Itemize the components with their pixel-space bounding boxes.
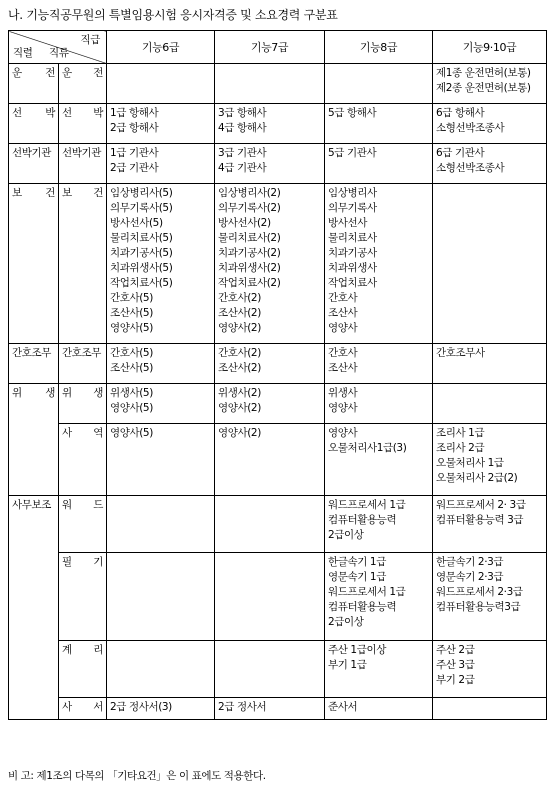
grade-cell-3 [325, 184, 433, 344]
qualification-item: 영양사(2) [218, 402, 261, 414]
qualification-item: 임상병리사(5) [110, 187, 173, 199]
qualification-item: 치과기공사(2) [218, 247, 281, 259]
grade-cell-2 [215, 641, 325, 698]
grade-cell-2 [215, 553, 325, 641]
grade-cell-2 [215, 144, 325, 184]
qualification-item: 6급 항해사 [436, 107, 485, 119]
table-row [9, 384, 547, 424]
grade-cell-3 [325, 496, 433, 553]
qualification-item: 조산사(5) [110, 307, 153, 319]
qualification-item: 영양사 [328, 402, 358, 414]
duty-cell: 선 박 [59, 104, 107, 144]
grade-cell-4 [433, 104, 547, 144]
page-title: 나. 기능직공무원의 특별임용시험 응시자격증 및 소요경력 구분표 [8, 8, 338, 22]
qualification-item: 3급 기관사 [218, 147, 267, 159]
column-header-grade6: 기능6급 [107, 31, 215, 64]
grade-cell-3 [325, 698, 433, 720]
qualification-item: 4급 항해사 [218, 122, 267, 134]
qualification-item: 컴퓨터활용능력 3급 [436, 514, 524, 526]
grade-cell-1 [107, 641, 215, 698]
qualification-item: 영양사(5) [110, 322, 153, 334]
qualification-item: 간호사(5) [110, 347, 153, 359]
grade-cell-3 [325, 641, 433, 698]
grade-cell-3 [325, 384, 433, 424]
qualification-item: 조산사(2) [218, 362, 261, 374]
table-row [9, 184, 547, 344]
qualification-item: 제2종 운전면허(보통) [436, 82, 531, 94]
grade-cell-2 [215, 698, 325, 720]
table-row [9, 104, 547, 144]
duty-cell: 간호조무 [59, 344, 107, 384]
grade-cell-1 [107, 64, 215, 104]
qualification-item: 조산사(5) [110, 362, 153, 374]
grade-cell-2 [215, 496, 325, 553]
qualification-item: 오물처리사 1급 [436, 457, 504, 469]
qualification-item: 영양사(5) [110, 402, 153, 414]
grade-cell-1 [107, 698, 215, 720]
qualification-item: 5급 항해사 [328, 107, 377, 119]
grade-cell-2 [215, 344, 325, 384]
qualification-item: 워드프로세서 1급 [328, 586, 406, 598]
qualification-item: 간호사 [328, 347, 358, 359]
grade-cell-1 [107, 496, 215, 553]
grade-cell-1 [107, 344, 215, 384]
grade-cell-1 [107, 144, 215, 184]
qualification-item: 방사선사(2) [218, 217, 271, 229]
qualification-item: 조리사 1급 [436, 427, 485, 439]
qualification-item: 워드프로세서 2·3급 [436, 586, 523, 598]
duty-cell: 필 기 [59, 553, 107, 641]
duty-header-label: 직류 [49, 47, 69, 59]
grade-cell-1 [107, 384, 215, 424]
duty-cell: 선박기관 [59, 144, 107, 184]
duty-cell: 보 건 [59, 184, 107, 344]
qualification-item: 치과기공사(5) [110, 247, 173, 259]
grade-cell-3 [325, 144, 433, 184]
qualification-item: 물리치료사 [328, 232, 377, 244]
qualification-item: 소형선박조종사 [436, 162, 505, 174]
column-header-grade9-10: 기능9·10급 [433, 31, 547, 64]
qualification-item: 1급 항해사 [110, 107, 159, 119]
qualification-item: 의무기록사(2) [218, 202, 281, 214]
qualification-item: 작업치료사(5) [110, 277, 173, 289]
series-cell: 선박기관 [9, 144, 59, 184]
table-row [9, 698, 547, 720]
series-cell: 운 전 [9, 64, 59, 104]
table-header-row [9, 31, 547, 64]
qualification-item: 영양사 [328, 322, 358, 334]
grade-cell-4 [433, 144, 547, 184]
qualification-item: 영양사 [328, 427, 358, 439]
duty-cell: 운 전 [59, 64, 107, 104]
qualification-item: 의무기록사 [328, 202, 377, 214]
qualification-item: 방사선사 [328, 217, 367, 229]
grade-cell-4 [433, 641, 547, 698]
qualification-item: 1급 기관사 [110, 147, 159, 159]
qualification-item: 치과위생사(5) [110, 262, 173, 274]
series-cell: 위 생 [9, 384, 59, 496]
qualification-item: 임상병리사 [328, 187, 377, 199]
qualification-item: 작업치료사 [328, 277, 377, 289]
qualification-item: 의무기록사(5) [110, 202, 173, 214]
diagonal-header-cell [9, 31, 107, 64]
qualification-item: 조산사(2) [218, 307, 261, 319]
qualification-item: 간호조무사 [436, 347, 485, 359]
table-body [9, 64, 547, 720]
qualification-item: 제1종 운전면허(보통) [436, 67, 531, 79]
grade-cell-2 [215, 384, 325, 424]
grade-cell-2 [215, 424, 325, 496]
qualification-item: 2급 정사서(3) [110, 701, 172, 713]
grade-cell-4 [433, 553, 547, 641]
duty-cell: 사 서 [59, 698, 107, 720]
grade-cell-3 [325, 104, 433, 144]
grade-cell-3 [325, 344, 433, 384]
qualification-item: 소형선박조종사 [436, 122, 505, 134]
qualification-item: 치과위생사 [328, 262, 377, 274]
grade-cell-2 [215, 184, 325, 344]
series-header-label: 직렬 [13, 47, 33, 59]
grade-cell-4 [433, 344, 547, 384]
qualification-item: 간호사 [328, 292, 358, 304]
qualification-item: 영양사(2) [218, 322, 261, 334]
qualification-item: 간호사(5) [110, 292, 153, 304]
qualification-item: 물리치료사(5) [110, 232, 173, 244]
qualification-item: 조리사 2급 [436, 442, 485, 454]
qualification-item: 영양사(2) [218, 427, 261, 439]
grade-cell-4 [433, 424, 547, 496]
qualification-item: 준사서 [328, 701, 358, 713]
qualification-item: 4급 기관사 [218, 162, 267, 174]
table-row [9, 344, 547, 384]
qualification-item: 한글속기 2·3급 [436, 556, 504, 568]
qualification-item: 2급이상 [328, 616, 364, 628]
qualification-item: 영문속기 2·3급 [436, 571, 504, 583]
qualification-item: 3급 항해사 [218, 107, 267, 119]
qualification-item: 워드프로세서 2· 3급 [436, 499, 526, 511]
qualification-item: 오물처리사 2급(2) [436, 472, 518, 484]
qualification-item: 간호사(2) [218, 292, 261, 304]
qualification-item: 워드프로세서 1급 [328, 499, 406, 511]
grade-cell-2 [215, 104, 325, 144]
grade-cell-1 [107, 104, 215, 144]
qualification-item: 위생사(2) [218, 387, 261, 399]
column-header-grade8: 기능8급 [325, 31, 433, 64]
qualification-item: 조산사 [328, 307, 358, 319]
table-row [9, 64, 547, 104]
qualification-item: 조산사 [328, 362, 358, 374]
table-row [9, 144, 547, 184]
duty-cell: 워 드 [59, 496, 107, 553]
duty-cell: 사 역 [59, 424, 107, 496]
qualification-item: 2급 항해사 [110, 122, 159, 134]
qualification-item: 2급이상 [328, 529, 364, 541]
qualification-item: 부기 1급 [328, 659, 367, 671]
grade-cell-2 [215, 64, 325, 104]
table-row [9, 424, 547, 496]
qualification-item: 6급 기관사 [436, 147, 485, 159]
qualification-item: 2급 기관사 [110, 162, 159, 174]
qualification-item: 컴퓨터활용능력 [328, 601, 397, 613]
grade-cell-4 [433, 184, 547, 344]
duty-cell: 위 생 [59, 384, 107, 424]
grade-cell-3 [325, 64, 433, 104]
grade-cell-4 [433, 698, 547, 720]
series-cell: 선 박 [9, 104, 59, 144]
qualification-item: 주산 1급이상 [328, 644, 386, 656]
qualification-item: 부기 2급 [436, 674, 475, 686]
grade-cell-4 [433, 64, 547, 104]
qualification-item: 간호사(2) [218, 347, 261, 359]
duty-cell: 계 리 [59, 641, 107, 698]
qualification-item: 영양사(5) [110, 427, 153, 439]
grade-cell-3 [325, 424, 433, 496]
grade-cell-1 [107, 184, 215, 344]
qualification-item: 임상병리사(2) [218, 187, 281, 199]
series-cell: 사무보조 [9, 496, 59, 720]
grade-header-label: 직급 [80, 34, 100, 46]
qualification-item: 2급 정사서 [218, 701, 267, 713]
qualification-item: 5급 기관사 [328, 147, 377, 159]
table-row [9, 553, 547, 641]
qualification-item: 영문속기 1급 [328, 571, 386, 583]
series-cell: 보 건 [9, 184, 59, 344]
grade-cell-4 [433, 496, 547, 553]
qualification-item: 주산 3급 [436, 659, 475, 671]
qualification-item: 컴퓨터활용능력3급 [436, 601, 521, 613]
qualification-table [8, 30, 547, 720]
qualification-item: 물리치료사(2) [218, 232, 281, 244]
grade-cell-1 [107, 424, 215, 496]
grade-cell-1 [107, 553, 215, 641]
qualification-item: 작업치료사(2) [218, 277, 281, 289]
qualification-item: 방사선사(5) [110, 217, 163, 229]
qualification-item: 위생사(5) [110, 387, 153, 399]
series-cell: 간호조무 [9, 344, 59, 384]
qualification-item: 위생사 [328, 387, 358, 399]
qualification-item: 치과기공사 [328, 247, 377, 259]
grade-cell-3 [325, 553, 433, 641]
table-row [9, 496, 547, 553]
qualification-item: 오물처리사1급(3) [328, 442, 407, 454]
column-header-grade7: 기능7급 [215, 31, 325, 64]
grade-cell-4 [433, 384, 547, 424]
footnote: 비 고: 제1조의 다목의 「기타요건」은 이 표에도 적용한다. [8, 770, 266, 782]
qualification-item: 치과위생사(2) [218, 262, 281, 274]
table-row [9, 641, 547, 698]
qualification-item: 한글속기 1급 [328, 556, 386, 568]
qualification-item: 컴퓨터활용능력 [328, 514, 397, 526]
qualification-item: 주산 2급 [436, 644, 475, 656]
